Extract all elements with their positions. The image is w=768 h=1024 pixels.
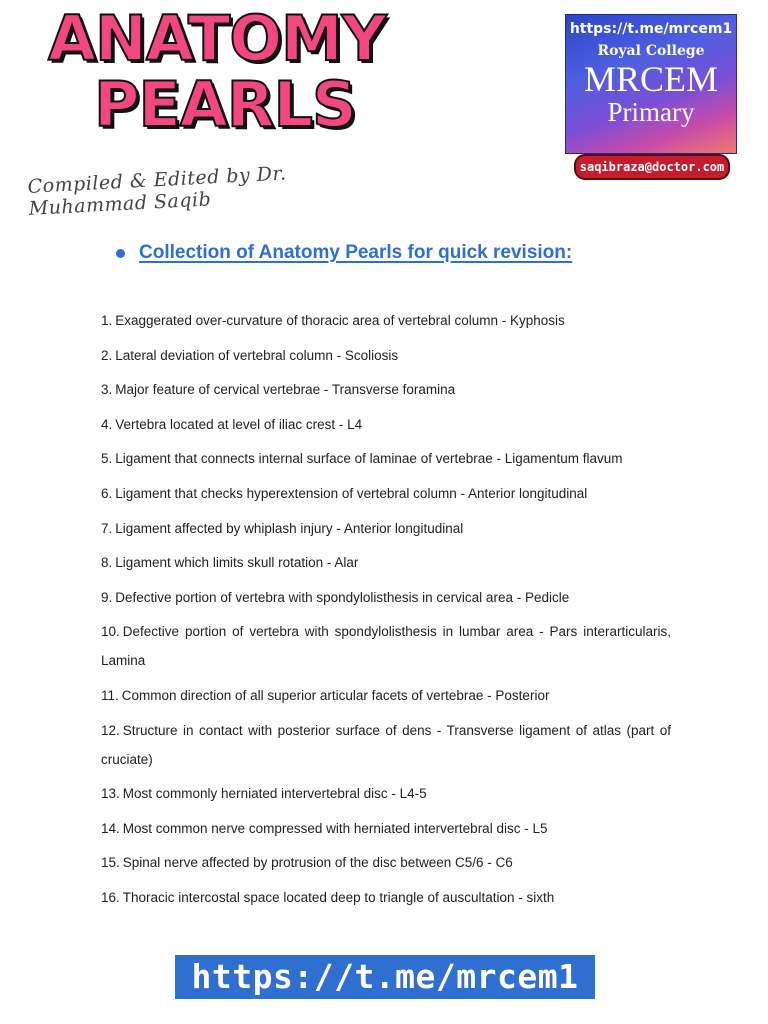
list-item: 9. Defective portion of vertebra with spondylolisthesis in cervical area - Pedicle: [101, 589, 570, 605]
footer-url-banner[interactable]: https://t.me/mrcem1: [175, 955, 595, 999]
list-item: 1. Exaggerated over-curvature of thoracic area of vertebral column - Kyphosis: [101, 313, 565, 328]
list-item: 2. Lateral deviation of vertebral column - Scoliosis: [101, 347, 399, 363]
logo-line-anatomy: ANATOMY: [48, 2, 386, 75]
list-item: 16. Thoracic intercostal space located deep to triangle of auscultation - sixth: [101, 889, 555, 905]
badge-url[interactable]: https://t.me/mrcem1: [569, 21, 733, 37]
mrcem-badge[interactable]: [565, 14, 737, 154]
list-item: 4. Vertebra located at level of iliac crest - L4: [101, 416, 363, 432]
badge-title: MRCEM: [583, 59, 719, 99]
author-signature: Compiled & Edited by Dr. Muhammad Saqib: [27, 162, 288, 220]
bullet-icon: [116, 249, 125, 258]
badge-title-primary: Primary: [607, 97, 695, 127]
list-item: 8. Ligament which limits skull rotation - Alar: [101, 555, 359, 571]
list-item: 14. Most common nerve compressed with herniated intervertebral disc - L5: [101, 820, 548, 836]
list-item: 3. Major feature of cervical vertebrae - Transverse foramina: [101, 382, 456, 398]
logo-line-pearls: PEARLS: [94, 68, 356, 141]
list-item: 6. Ligament that checks hyperextension of vertebral column - Anterior longitudinal: [101, 485, 588, 501]
badge-subtitle: Royal College: [597, 43, 705, 59]
anatomy-pearls-logo: [48, 2, 388, 141]
list-item: 7. Ligament affected by whiplash injury - Anterior longitudinal: [101, 520, 464, 536]
list-item: 10. Defective portion of vertebra with spondylolisthesis in lumbar area - Pars interarticularis, Lamina: [101, 624, 671, 669]
heading-text: Collection of Anatomy Pearls for quick revision:: [139, 242, 573, 263]
section-heading: [116, 242, 676, 264]
email-address[interactable]: saqibraza@doctor.com: [574, 154, 730, 180]
list-item: 5. Ligament that connects internal surface of laminae of vertebrae - Ligamentum flavum: [101, 451, 623, 467]
list-item: 15. Spinal nerve affected by protrusion of the disc between C5/6 - C6: [101, 855, 513, 871]
list-item: 11. Common direction of all superior articular facets of vertebrae - Posterior: [101, 687, 550, 703]
list-item: 13. Most commonly herniated intervertebral disc - L4-5: [101, 786, 427, 802]
pearl-list: [101, 306, 671, 918]
list-item: 12. Structure in contact with posterior surface of dens - Transverse ligament of atlas (part of cruciate): [101, 722, 671, 767]
